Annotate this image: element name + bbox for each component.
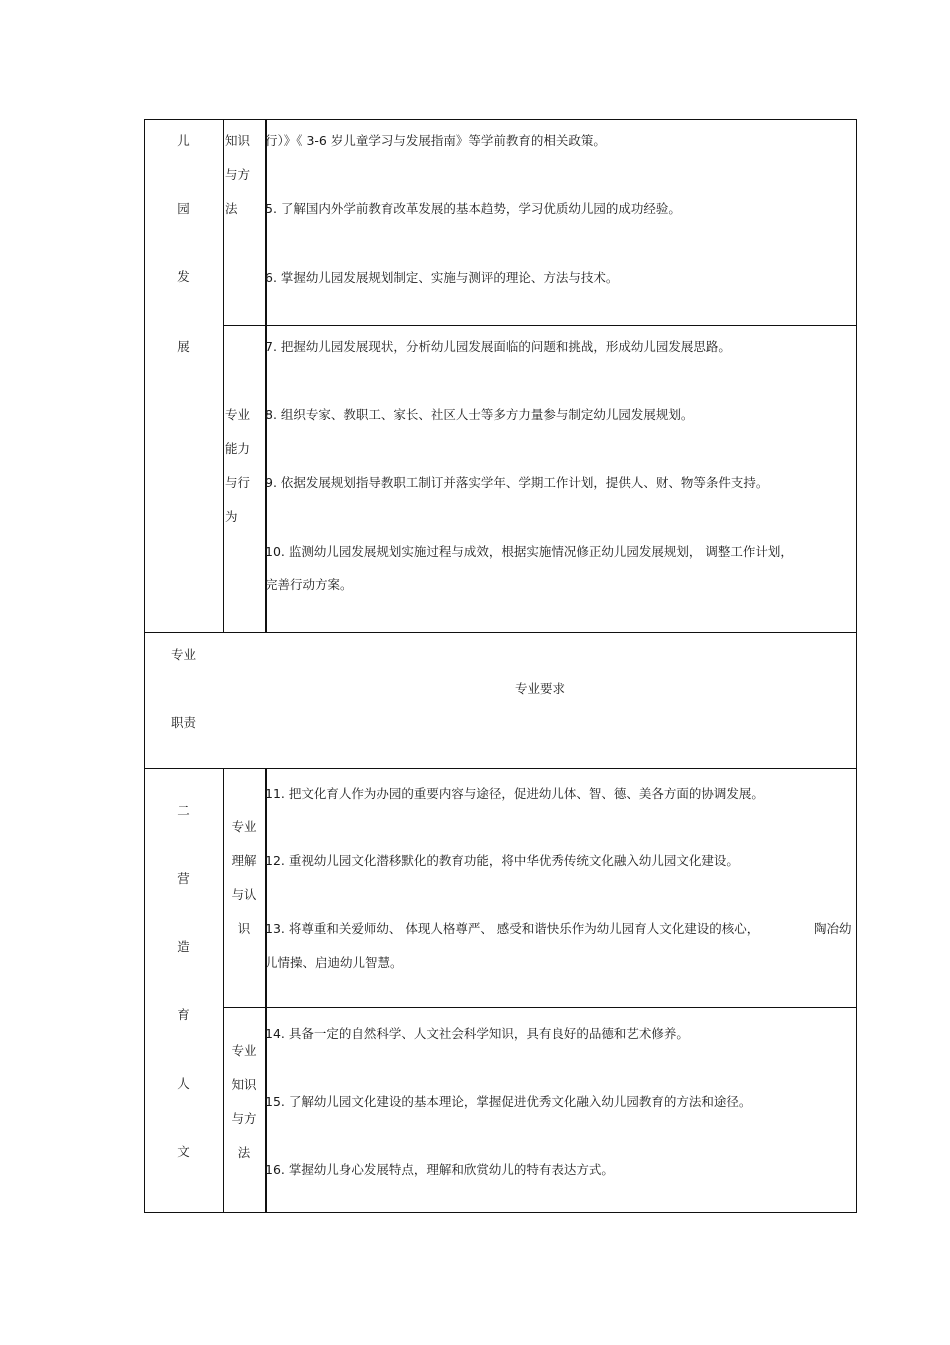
subrow-divider: [223, 1007, 857, 1008]
domain-label-char: 文: [177, 1144, 190, 1159]
category-label-line: 识: [237, 921, 251, 936]
category-label-line: 能力: [225, 441, 251, 456]
row-divider: [144, 768, 857, 769]
requirement-item: 14. 具备一定的自然科学、人文社会科学知识，具有良好的品德和艺术修养。: [265, 1026, 689, 1041]
domain-label-char: 人: [177, 1076, 190, 1091]
domain-label-char: 二: [177, 803, 190, 818]
header-responsibility-line: 专业: [170, 647, 196, 662]
requirement-item: 11. 把文化育人作为办园的重要内容与途径，促进幼儿体、智、德、美各方面的协调发展。: [265, 786, 764, 801]
header-requirement: 专业要求: [514, 681, 565, 696]
table-border-bottom: [144, 1212, 857, 1213]
category-label-line: 法: [225, 201, 238, 216]
category-label-line: 专业: [231, 1043, 257, 1058]
category-label-line: 专业: [231, 819, 257, 834]
requirement-item-continuation: 完善行动方案。: [265, 577, 353, 592]
requirement-item-tail: 陶冶幼: [814, 921, 852, 936]
domain-label-char: 营: [177, 871, 190, 886]
requirement-item: 行）》《 3-6 岁儿童学习与发展指南》等学前教育的相关政策。: [265, 133, 606, 148]
header-responsibility-line: 职责: [170, 715, 196, 730]
category-label-line: 与行: [225, 475, 251, 490]
category-label-line: 理解: [231, 853, 257, 868]
requirement-item: 9. 依据发展规划指导教职工制订并落实学年、学期工作计划，提供人、财、物等条件支持。: [265, 475, 769, 490]
requirement-item-continuation: 儿情操、启迪幼儿智慧。: [265, 955, 403, 970]
category-label-line: 与方: [225, 167, 251, 182]
domain-label-char: 园: [177, 201, 190, 216]
row-divider: [144, 632, 857, 633]
category-label-line: 专业: [225, 407, 251, 422]
category-label-line: 法: [237, 1145, 251, 1160]
table-border-top: [144, 119, 857, 120]
requirement-item: 16. 掌握幼儿身心发展特点，理解和欣赏幼儿的特有表达方式。: [265, 1162, 614, 1177]
column-divider: [223, 119, 224, 633]
requirement-item: 8. 组织专家、教职工、家长、社区人士等多方力量参与制定幼儿园发展规划。: [265, 407, 694, 422]
requirement-item: 15. 了解幼儿园文化建设的基本理论，掌握促进优秀文化融入幼儿园教育的方法和途径。: [265, 1094, 752, 1109]
category-label-line: 知识: [225, 133, 251, 148]
requirement-item: 12. 重视幼儿园文化潜移默化的教育功能，将中华优秀传统文化融入幼儿园文化建设。: [265, 853, 739, 868]
requirement-item: 5. 了解国内外学前教育改革发展的基本趋势，学习优质幼儿园的成功经验。: [265, 201, 681, 216]
category-label-line: 为: [225, 509, 238, 524]
domain-label-char: 儿: [177, 133, 190, 148]
domain-label-char: 发: [177, 269, 190, 284]
requirement-item: 13. 将尊重和关爱师幼、 体现人格尊严、 感受和谐快乐作为幼儿园育人文化建设的核心，: [265, 921, 760, 936]
table-border-right: [856, 119, 857, 1213]
category-label-line: 与方: [231, 1111, 257, 1126]
subrow-divider: [223, 325, 857, 326]
domain-label-char: 造: [177, 939, 190, 954]
domain-label-char: 展: [177, 339, 190, 354]
category-label-line: 知识: [231, 1077, 257, 1092]
domain-label-char: 育: [177, 1007, 190, 1022]
category-label-line: 与认: [231, 887, 257, 902]
column-divider: [265, 768, 267, 1213]
requirement-item: 10. 监测幼儿园发展规划实施过程与成效，根据实施情况修正幼儿园发展规划， 调整工作计划，: [265, 544, 793, 559]
requirement-item: 6. 掌握幼儿园发展规划制定、实施与测评的理论、方法与技术。: [265, 270, 619, 285]
requirement-item: 7. 把握幼儿园发展现状，分析幼儿园发展面临的问题和挑战，形成幼儿园发展思路。: [265, 339, 731, 354]
